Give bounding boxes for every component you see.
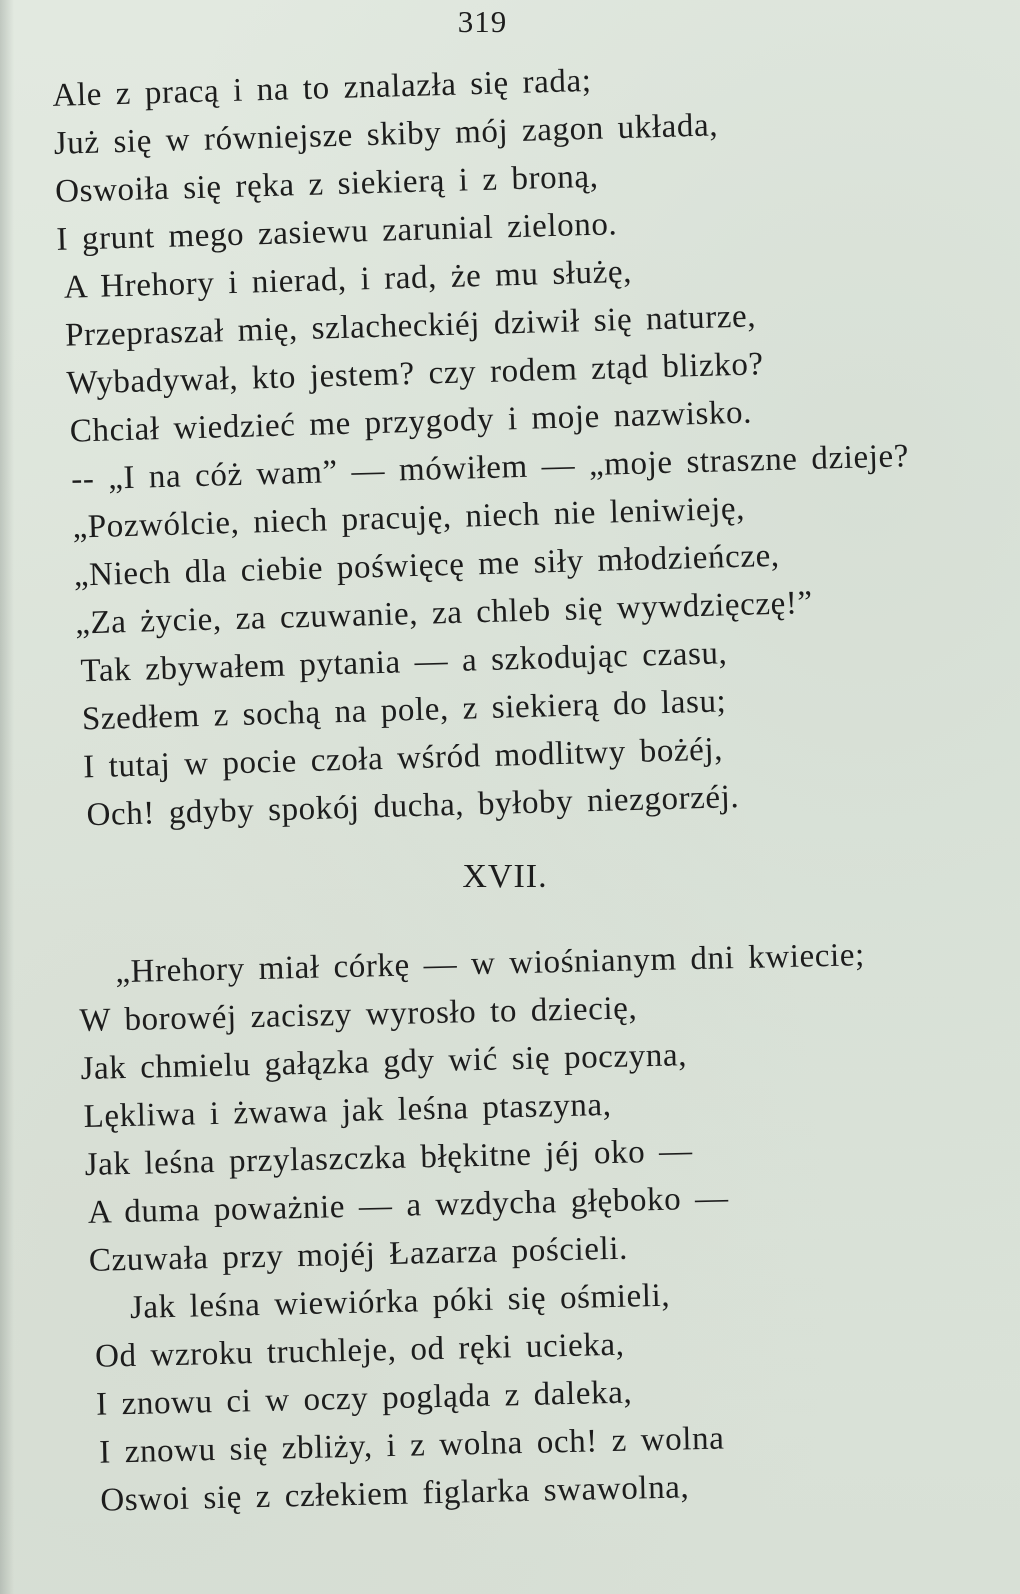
poem-line: „Niech dla ciebie poświęcę me siły młodzieńcze, bbox=[73, 537, 781, 594]
poem-line: Oswoi się z człekiem figlarka swawolna, bbox=[99, 1469, 690, 1519]
poem-line: Już się w równiejsze skiby mój zagon układa, bbox=[53, 107, 719, 162]
poem-line: „Pozwólcie, niech pracuję, niech nie leniwieję, bbox=[72, 490, 746, 546]
poem-line: A Hrehory i nierad, i rad, że mu służę, bbox=[63, 253, 633, 306]
poem-line: Jak leśna wiewiórka póki się ośmieli, bbox=[129, 1277, 671, 1326]
poem-line: Szedłem z sochą na pole, z siekierą do lasu; bbox=[81, 683, 727, 738]
poem-line: I znowu się zbliży, i z wolna och! z wolna bbox=[98, 1420, 725, 1471]
poem-line: Tak zbywałem pytania — a szkodując czasu, bbox=[80, 635, 728, 690]
poem-line: Czuwała przy mojéj Łazarza pościeli. bbox=[88, 1230, 629, 1279]
poem-line: Lękliwa i żwawa jak leśna ptaszyna, bbox=[83, 1086, 612, 1135]
poem-line: „Hrehory miał córkę — w wiośnianym dni kwiecie; bbox=[114, 937, 866, 991]
poem-line: I znowu ci w oczy pogląda z daleka, bbox=[95, 1374, 633, 1423]
page-number: 319 bbox=[457, 4, 508, 39]
poem-line: I grunt mego zasiewu zarunial zielono. bbox=[56, 206, 618, 258]
poem-line: W borowéj zaciszy wyrosło to dziecię, bbox=[79, 990, 638, 1040]
poem-line: Od wzroku truchleje, od ręki ucieka, bbox=[94, 1326, 625, 1375]
spine-shadow bbox=[0, 0, 14, 1594]
section-heading: XVII. bbox=[462, 858, 548, 895]
poem-line: Jak leśna przylaszczka błękitne jéj oko — bbox=[84, 1133, 694, 1183]
poem-line: Wybadywał, kto jestem? czy rodem ztąd blizko? bbox=[66, 346, 765, 402]
poem-line: Oswoiła się ręka z siekierą i z broną, bbox=[54, 158, 599, 210]
poem-line: „Za życie, za czuwanie, za chleb się wywdzięczę!” bbox=[74, 584, 814, 642]
poem-line: Jak chmielu gałązka gdy wić się poczyna, bbox=[80, 1037, 688, 1088]
poem-line: A duma poważnie — a wzdycha głęboko — bbox=[87, 1180, 730, 1231]
poem-line: I tutaj w pocie czoła wśród modlitwy bożéj, bbox=[82, 731, 724, 786]
poem-line: Przepraszał mię, szlacheckiéj dziwił się naturze, bbox=[64, 298, 757, 354]
poem-line: Ale z pracą i na to znalazła się rada; bbox=[51, 62, 592, 114]
poem-line: Och! gdyby spokój ducha, byłoby niezgorzéj. bbox=[86, 779, 740, 834]
poem-line: Chciał wiedzieć me przygody i moje nazwisko. bbox=[69, 394, 753, 450]
stanza-2 bbox=[0, 934, 1020, 1519]
stanza-1 bbox=[0, 51, 1020, 834]
poem-line: -- „I na cóż wam” — mówiłem — „moje straszne dzieje? bbox=[70, 438, 910, 498]
